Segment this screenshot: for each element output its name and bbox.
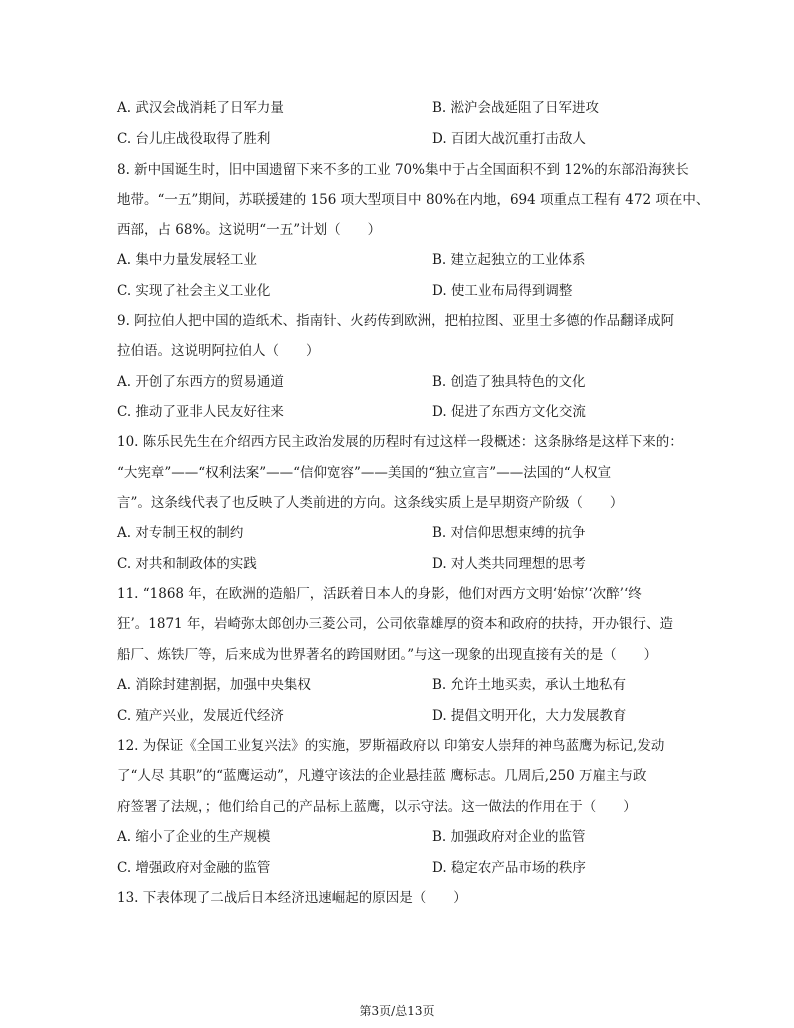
q11-option-a: A. 消除封建割据，加强中央集权 bbox=[117, 677, 311, 693]
q9-option-a: A. 开创了东西方的贸易通道 bbox=[117, 374, 284, 390]
q10-option-d: D. 对人类共同理想的思考 bbox=[432, 556, 586, 572]
q8-stem-line-3: 西部，占 68%。这说明“一五”计划（ ） bbox=[117, 222, 382, 238]
q10-option-a: A. 对专制王权的制约 bbox=[117, 525, 244, 541]
q11-option-d: D. 提倡文明开化，大力发展教育 bbox=[432, 708, 627, 724]
q11-stem-line-3: 船厂、炼铁厂等，后来成为世界著名的跨国财团。”与这一现象的出现直接有关的是（ ） bbox=[117, 647, 658, 663]
q8-stem-line-2: 地带。“一五”期间，苏联援建的 156 项大型项目中 80%在内地，694 项重点工程有 472 项在中、 bbox=[117, 192, 710, 208]
q9-stem-line-2: 拉伯语。这说明阿拉伯人（ ） bbox=[117, 343, 320, 359]
q12-option-b: B. 加强政府对企业的监管 bbox=[432, 829, 586, 845]
q12-option-a: A. 缩小了企业的生产规模 bbox=[117, 829, 271, 845]
q8-stem-line-1: 8. 新中国诞生时，旧中国遗留下来不多的工业 70%集中于占全国面积不到 12%的东部沿海狭长 bbox=[117, 162, 689, 178]
q7-option-a: A. 武汉会战消耗了日军力量 bbox=[117, 100, 284, 116]
q11-option-c: C. 殖产兴业，发展近代经济 bbox=[117, 708, 284, 724]
page-number-footer: 第3页/总13页 bbox=[359, 1004, 435, 1018]
q12-option-c: C. 增强政府对金融的监管 bbox=[117, 860, 271, 876]
q9-option-c: C. 推动了亚非人民友好往来 bbox=[117, 404, 284, 420]
q11-stem-line-2: 狂’。1871 年，岩崎弥太郎创办三菱公司，公司依靠雄厚的资本和政府的扶持，开办银行、造 bbox=[117, 616, 673, 632]
q12-stem-line-2: 了“人尽 其职”的“蓝鹰运动”，凡遵守该法的企业悬挂蓝 鹰标志。几周后,250 万雇主与政 bbox=[117, 768, 647, 784]
q8-option-d: D. 使工业布局得到调整 bbox=[432, 283, 573, 299]
q8-option-c: C. 实现了社会主义工业化 bbox=[117, 283, 271, 299]
q12-stem-line-1: 12. 为保证《全国工业复兴法》的实施，罗斯福政府以 印第安人崇拜的神鸟蓝鹰为标记,发动 bbox=[117, 738, 665, 754]
q10-option-c: C. 对共和制政体的实践 bbox=[117, 556, 257, 572]
q9-stem-line-1: 9. 阿拉伯人把中国的造纸术、指南针、火药传到欧洲，把柏拉图、亚里士多德的作品翻译成阿 bbox=[117, 313, 675, 329]
q12-option-d: D. 稳定农产品市场的秩序 bbox=[432, 860, 586, 876]
q7-option-c: C. 台儿庄战役取得了胜利 bbox=[117, 131, 271, 147]
q13-stem-line-1: 13. 下表体现了二战后日本经济迅速崛起的原因是（ ） bbox=[117, 890, 467, 906]
q10-stem-line-2: “大宪章”——“权利法案”——“信仰宽容”——美国的“独立宣言”——法国的“人权宣 bbox=[117, 465, 612, 481]
q11-stem-line-1: 11. “1868 年，在欧洲的造船厂，活跃着日本人的身影，他们对西方文明‘始惊’‘次醉’‘终 bbox=[117, 586, 642, 602]
q9-option-d: D. 促进了东西方文化交流 bbox=[432, 404, 586, 420]
q7-option-d: D. 百团大战沉重打击敌人 bbox=[432, 131, 586, 147]
q10-stem-line-1: 10. 陈乐民先生在介绍西方民主政治发展的历程时有过这样一段概述：这条脉络是这样下来的： bbox=[117, 434, 683, 450]
q7-option-b: B. 淞沪会战延阻了日军进攻 bbox=[432, 100, 600, 116]
q10-stem-line-3: 言”。这条线代表了也反映了人类前进的方向。这条线实质上是早期资产阶级（ ） bbox=[117, 495, 624, 511]
q8-option-b: B. 建立起独立的工业体系 bbox=[432, 252, 586, 268]
q10-option-b: B. 对信仰思想束缚的抗争 bbox=[432, 525, 586, 541]
q11-option-b: B. 允许土地买卖，承认土地私有 bbox=[432, 677, 627, 693]
q12-stem-line-3: 府签署了法规，；他们给自己的产品标上蓝鹰，以示守法。这一做法的作用在于（ ） bbox=[117, 799, 637, 815]
q8-option-a: A. 集中力量发展轻工业 bbox=[117, 252, 257, 268]
q9-option-b: B. 创造了独具特色的文化 bbox=[432, 374, 586, 390]
